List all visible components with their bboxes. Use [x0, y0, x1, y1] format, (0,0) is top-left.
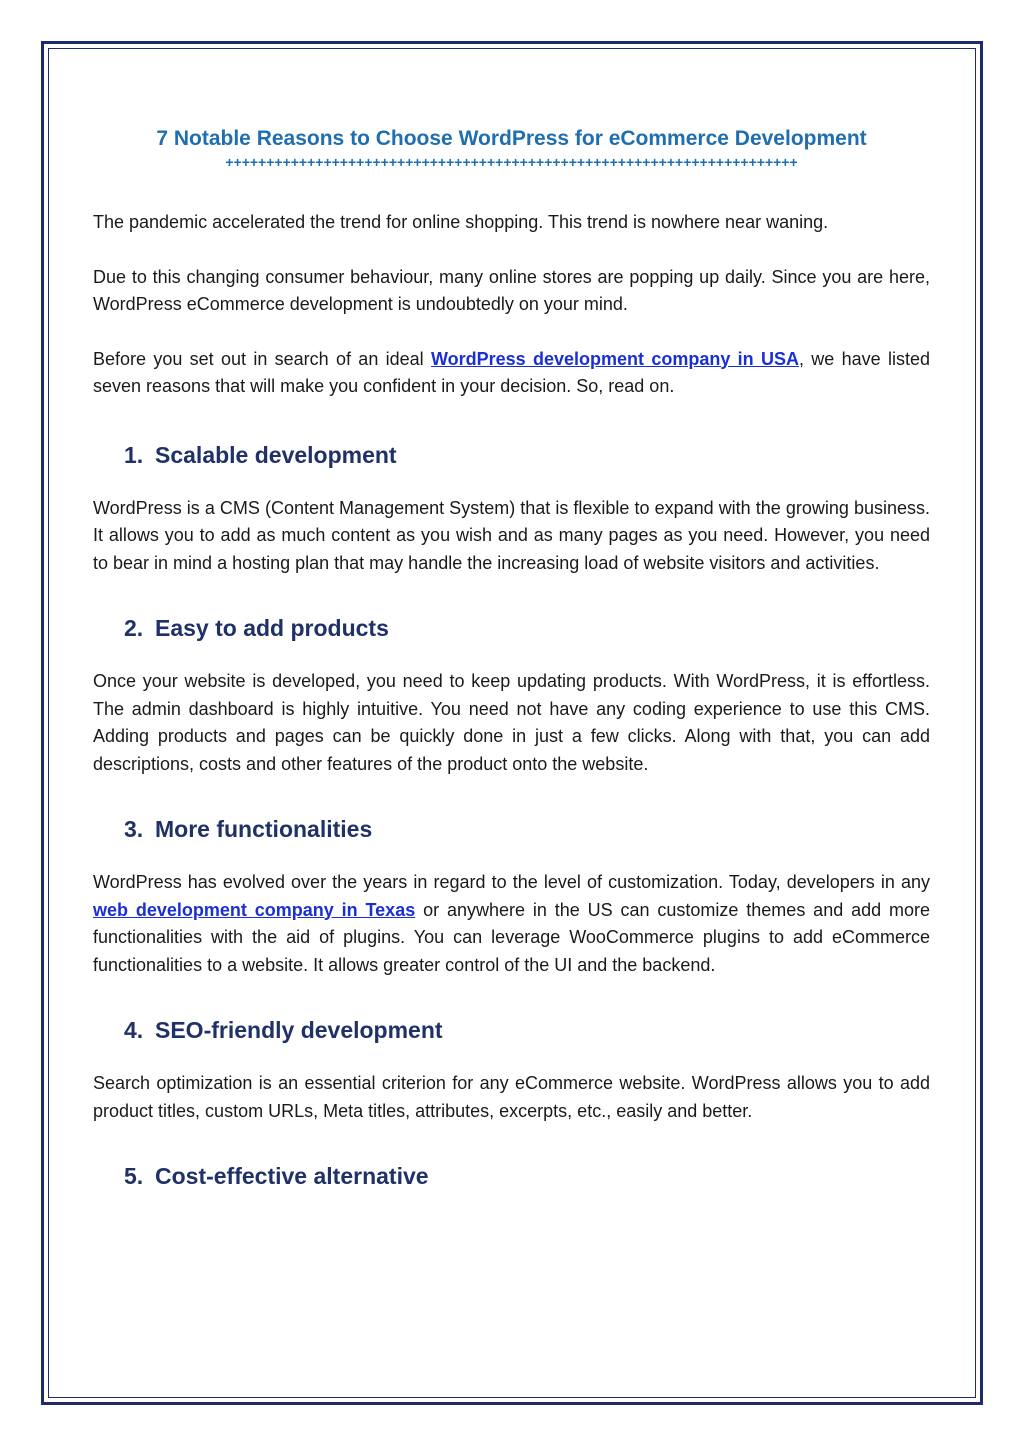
intro-text-after: , we have listed seven reasons that will make you confident in your decision. So, read on.: [93, 348, 930, 396]
section-body-4: Search optimization is an essential criterion for any eCommerce website. WordPress allows you to add product titles, custom URLs, Meta titles, attributes, excerpts, etc., easily and better.: [93, 1073, 930, 1121]
section-body-2: Once your website is developed, you need to keep updating products. With WordPress, it is effortless. The admin dashboard is highly intuitive. You need not have any coding experience to use this CMS. Adding products and pages can be quickly done in just a few clicks. Along with that, you can add descriptions, costs and other features of the product onto the website.: [93, 671, 930, 774]
intro-text-before: Before you set out in search of an ideal: [93, 348, 431, 369]
section-number: 1.: [124, 441, 144, 468]
section-3-text-before: WordPress has evolved over the years in regard to the level of customization. Today, developers in any: [93, 872, 930, 892]
intro-paragraph-1: The pandemic accelerated the trend for online shopping. This trend is nowhere near waning.: [93, 212, 829, 232]
section-title: More functionalities: [155, 816, 373, 842]
intro-paragraph-3: [93, 346, 930, 401]
section-heading-5: [93, 1161, 930, 1191]
section-body-1: WordPress is a CMS (Content Management System) that is flexible to expand with the growing business. It allows you to add as much content as you wish and as many pages as you need. However, you need to bear in mind a hosting plan that may handle the increasing load of website visitors and activities.: [93, 497, 930, 573]
document-title: 7 Notable Reasons to Choose WordPress for eCommerce Development: [156, 127, 867, 150]
section-heading-4: [93, 1015, 930, 1045]
title-separator: ++++++++++++++++++++++++++++++++++++++++++++++++++++++++++++++++++++++: [225, 154, 798, 170]
section-title: Scalable development: [155, 441, 397, 468]
section-title: Easy to add products: [155, 615, 389, 641]
section-body-3: [93, 869, 930, 979]
section-heading-3: [93, 814, 930, 844]
document-content: [93, 124, 930, 1191]
section-number: 2.: [124, 615, 144, 641]
web-company-texas-link[interactable]: web development company in Texas: [93, 899, 416, 920]
wordpress-company-usa-link[interactable]: WordPress development company in USA: [430, 348, 799, 369]
section-heading-1: [93, 440, 930, 470]
intro-paragraph-2: Due to this changing consumer behaviour, many online stores are popping up daily. Since you are here, WordPress eCommerce development is undoubtedly on your mind.: [93, 266, 930, 314]
section-number: 5.: [124, 1163, 144, 1189]
section-number: 3.: [124, 816, 144, 842]
section-number: 4.: [124, 1017, 144, 1043]
section-title: SEO-friendly development: [155, 1017, 443, 1043]
section-heading-2: [93, 613, 930, 643]
section-3-text-after: or anywhere in the US can customize themes and add more functionalities with the aid of plugins. You can leverage WooCommerce plugins to add eCommerce functionalities to a website. It allows greater control of the UI and the backend.: [93, 899, 930, 975]
section-title: Cost-effective alternative: [155, 1163, 429, 1189]
